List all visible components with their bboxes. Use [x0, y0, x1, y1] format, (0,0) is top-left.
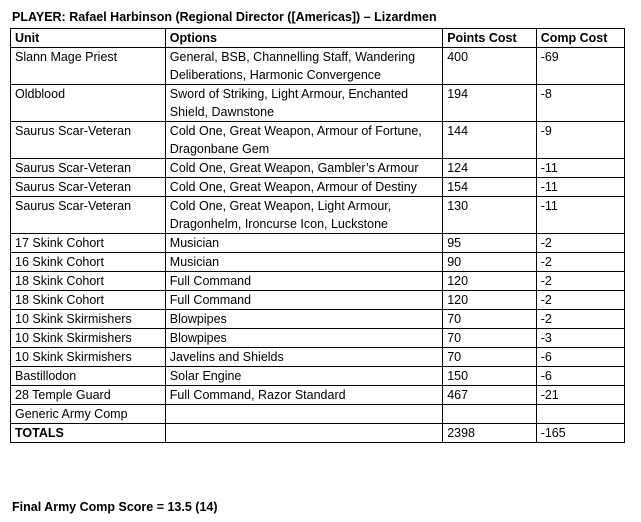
options-cell: Cold One, Great Weapon, Gambler’s Armour: [165, 159, 442, 178]
table-row: [11, 310, 625, 329]
options-cell: Cold One, Great Weapon, Armour of Fortune, Dragonbane Gem: [165, 122, 442, 159]
totals-options-cell: [165, 424, 442, 443]
comp-cell: [536, 405, 624, 424]
comp-cell: -2: [536, 291, 624, 310]
unit-cell: Saurus Scar-Veteran: [11, 197, 166, 234]
options-cell: Full Command: [165, 291, 442, 310]
unit-cell: 17 Skink Cohort: [11, 234, 166, 253]
comp-cell: -9: [536, 122, 624, 159]
options-cell: Solar Engine: [165, 367, 442, 386]
table-row: [11, 234, 625, 253]
totals-label: TOTALS: [11, 424, 166, 443]
points-cell: 124: [443, 159, 537, 178]
table-header-row: [11, 29, 625, 48]
comp-cell: -6: [536, 367, 624, 386]
column-header-unit: Unit: [11, 29, 166, 48]
options-cell: General, BSB, Channelling Staff, Wandering Deliberations, Harmonic Convergence: [165, 48, 442, 85]
unit-cell: Oldblood: [11, 85, 166, 122]
unit-cell: Saurus Scar-Veteran: [11, 159, 166, 178]
options-cell: Javelins and Shields: [165, 348, 442, 367]
comp-cell: -2: [536, 234, 624, 253]
options-cell: Musician: [165, 253, 442, 272]
totals-row: [11, 424, 625, 443]
column-header-options: Options: [165, 29, 442, 48]
options-cell: Full Command, Razor Standard: [165, 386, 442, 405]
player-heading: PLAYER: Rafael Harbinson (Regional Director ([Americas]) – Lizardmen: [12, 10, 437, 24]
totals-comp: -165: [536, 424, 624, 443]
points-cell: 154: [443, 178, 537, 197]
options-cell: Cold One, Great Weapon, Armour of Destiny: [165, 178, 442, 197]
totals-points: 2398: [443, 424, 537, 443]
unit-cell: 10 Skink Skirmishers: [11, 310, 166, 329]
column-header-comp-cost: Comp Cost: [536, 29, 624, 48]
points-cell: 70: [443, 329, 537, 348]
points-cell: 150: [443, 367, 537, 386]
unit-cell: 28 Temple Guard: [11, 386, 166, 405]
table-row: [11, 272, 625, 291]
unit-cell: Generic Army Comp: [11, 405, 166, 424]
options-cell: Musician: [165, 234, 442, 253]
table-row: [11, 197, 625, 234]
table-row: [11, 367, 625, 386]
options-cell: [165, 405, 442, 424]
unit-cell: 18 Skink Cohort: [11, 272, 166, 291]
table-row: [11, 253, 625, 272]
table-row: [11, 291, 625, 310]
points-cell: 400: [443, 48, 537, 85]
table-row: [11, 386, 625, 405]
points-cell: 120: [443, 291, 537, 310]
points-cell: 70: [443, 310, 537, 329]
points-cell: 144: [443, 122, 537, 159]
unit-cell: 16 Skink Cohort: [11, 253, 166, 272]
comp-cell: -2: [536, 272, 624, 291]
points-cell: 467: [443, 386, 537, 405]
points-cell: 95: [443, 234, 537, 253]
comp-cell: -3: [536, 329, 624, 348]
column-header-points-cost: Points Cost: [443, 29, 537, 48]
unit-cell: 18 Skink Cohort: [11, 291, 166, 310]
options-cell: Cold One, Great Weapon, Light Armour, Dragonhelm, Ironcurse Icon, Luckstone: [165, 197, 442, 234]
options-cell: Sword of Striking, Light Armour, Enchanted Shield, Dawnstone: [165, 85, 442, 122]
options-cell: Blowpipes: [165, 310, 442, 329]
final-army-comp-score: Final Army Comp Score = 13.5 (14): [12, 500, 218, 514]
comp-cell: -6: [536, 348, 624, 367]
points-cell: 130: [443, 197, 537, 234]
points-cell: [443, 405, 537, 424]
comp-cell: -69: [536, 48, 624, 85]
unit-cell: Slann Mage Priest: [11, 48, 166, 85]
table-row: [11, 122, 625, 159]
comp-cell: -8: [536, 85, 624, 122]
options-cell: Blowpipes: [165, 329, 442, 348]
points-cell: 90: [443, 253, 537, 272]
unit-cell: 10 Skink Skirmishers: [11, 329, 166, 348]
unit-cell: Bastillodon: [11, 367, 166, 386]
comp-cell: -2: [536, 253, 624, 272]
table-row: [11, 159, 625, 178]
points-cell: 70: [443, 348, 537, 367]
comp-cell: -21: [536, 386, 624, 405]
table-row: [11, 329, 625, 348]
table-row: [11, 348, 625, 367]
comp-cell: -2: [536, 310, 624, 329]
army-list-table: [10, 28, 625, 443]
table-row: [11, 178, 625, 197]
unit-cell: Saurus Scar-Veteran: [11, 178, 166, 197]
comp-cell: -11: [536, 159, 624, 178]
unit-cell: Saurus Scar-Veteran: [11, 122, 166, 159]
table-row: [11, 48, 625, 85]
table-row: [11, 85, 625, 122]
unit-cell: 10 Skink Skirmishers: [11, 348, 166, 367]
comp-cell: -11: [536, 178, 624, 197]
points-cell: 194: [443, 85, 537, 122]
points-cell: 120: [443, 272, 537, 291]
options-cell: Full Command: [165, 272, 442, 291]
table-row: [11, 405, 625, 424]
comp-cell: -11: [536, 197, 624, 234]
